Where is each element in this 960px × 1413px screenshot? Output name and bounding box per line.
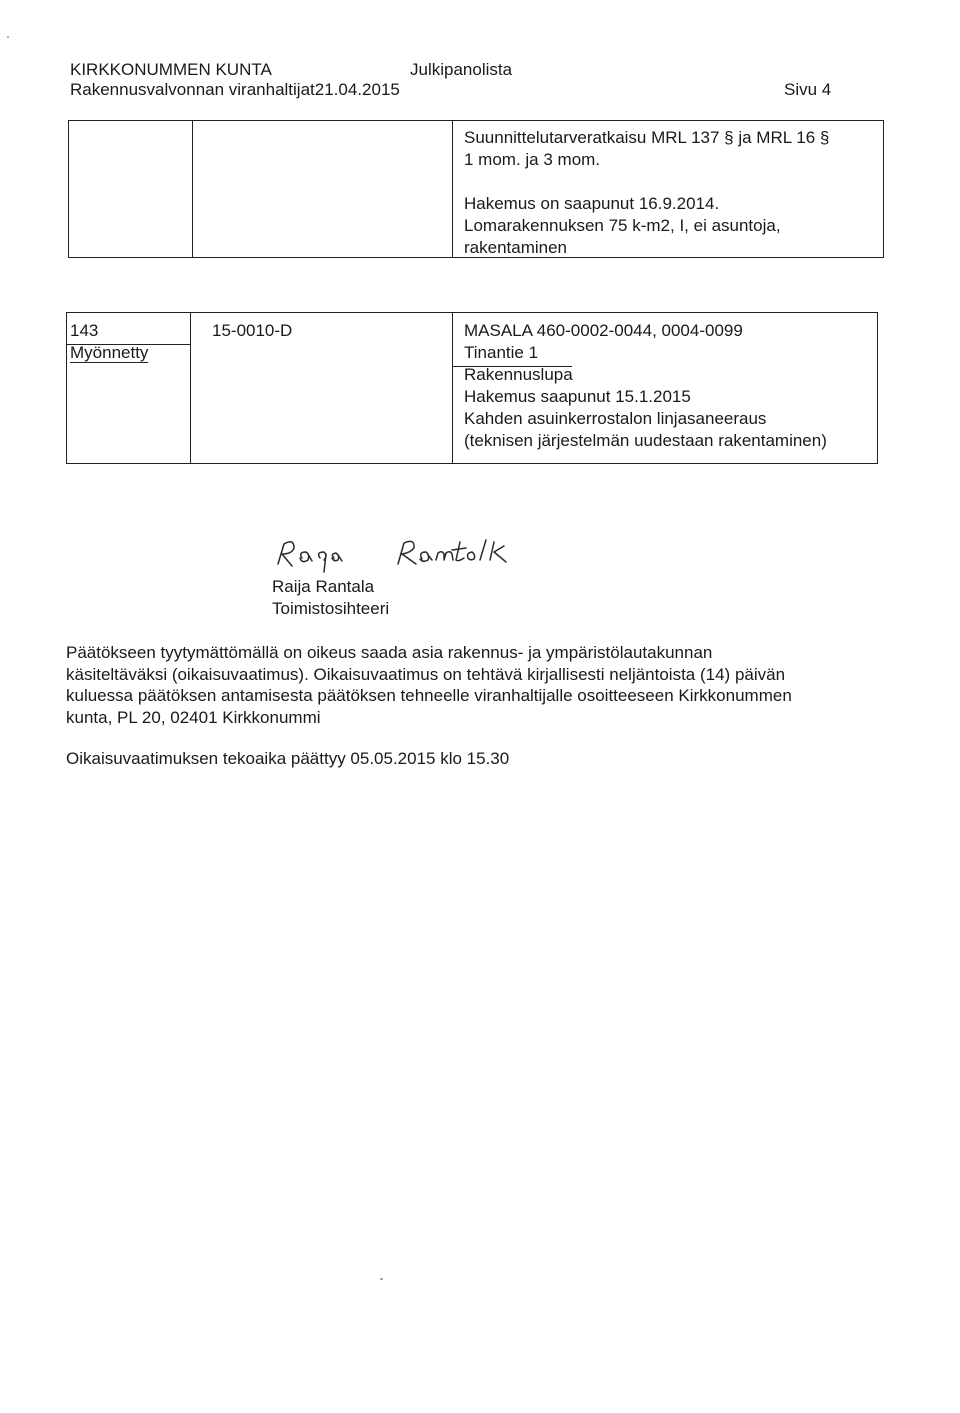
entry-received: Hakemus saapunut 15.1.2015 bbox=[464, 387, 691, 406]
entry-number-cell bbox=[70, 320, 148, 364]
entry-description bbox=[464, 320, 827, 452]
document-subtitle: Rakennusvalvonnan viranhaltijat21.04.2015 bbox=[70, 80, 400, 99]
entry-permit-type: Rakennuslupa bbox=[464, 365, 573, 384]
signer-title: Toimistosihteeri bbox=[272, 599, 390, 618]
entry-address: Tinantie 1 bbox=[464, 343, 539, 362]
entry-divider-2 bbox=[452, 312, 453, 464]
entry-divider-1 bbox=[190, 312, 191, 464]
appeal-line-1: Päätökseen tyytymättömällä on oikeus saada asia rakennus- ja ympäristölautakunnan bbox=[66, 643, 713, 662]
appeal-notice bbox=[66, 642, 896, 728]
page-number: Sivu 4 bbox=[784, 80, 832, 99]
entry-project-detail: (teknisen järjestelmän uudestaan rakentaminen) bbox=[464, 431, 827, 450]
scan-speck bbox=[380, 1278, 383, 1280]
entry-project: Kahden asuinkerrostalon linjasaneeraus bbox=[464, 409, 767, 428]
entry-property: MASALA 460-0002-0044, 0004-0099 bbox=[464, 321, 743, 340]
appeal-line-3: kuluessa päätöksen antamisesta päätöksen tehneelle viranhaltijalle osoitteeseen Kirkkonummen bbox=[66, 686, 792, 705]
prev-line-4: Hakemus on saapunut 16.9.2014. bbox=[464, 194, 720, 213]
signer-block bbox=[272, 576, 389, 620]
document-type: Julkipanolista bbox=[410, 60, 513, 79]
prev-line-3 bbox=[464, 171, 829, 193]
prev-entry-divider-2 bbox=[452, 120, 453, 258]
appeal-deadline: Oikaisuvaatimuksen tekoaika päättyy 05.05.2015 klo 15.30 bbox=[66, 749, 510, 768]
prev-line-2: 1 mom. ja 3 mom. bbox=[464, 150, 601, 169]
entry-decision: Myönnetty bbox=[70, 343, 149, 362]
prev-line-1: Suunnittelutarveratkaisu MRL 137 § ja MRL 16 § bbox=[464, 128, 830, 147]
prev-line-6: rakentaminen bbox=[464, 238, 568, 257]
permit-id: 15-0010-D bbox=[212, 321, 293, 340]
scan-speck bbox=[7, 36, 9, 38]
signature-icon bbox=[258, 528, 528, 578]
prev-entry-divider-1 bbox=[192, 120, 193, 258]
organization-name: KIRKKONUMMEN KUNTA bbox=[70, 60, 272, 79]
prev-line-5: Lomarakennuksen 75 k-m2, I, ei asuntoja, bbox=[464, 216, 781, 235]
appeal-line-2: käsiteltäväksi (oikaisuvaatimus). Oikaisuvaatimus on tehtävä kirjallisesti neljäntoista (14) päivän bbox=[66, 664, 786, 684]
appeal-line-4: kunta, PL 20, 02401 Kirkkonummi bbox=[66, 707, 321, 727]
handwritten-signature bbox=[258, 528, 528, 578]
entry-number: 143 bbox=[70, 321, 99, 340]
prev-entry-description bbox=[464, 127, 829, 259]
signer-name: Raija Rantala bbox=[272, 577, 375, 596]
permit-id-cell bbox=[212, 320, 292, 342]
